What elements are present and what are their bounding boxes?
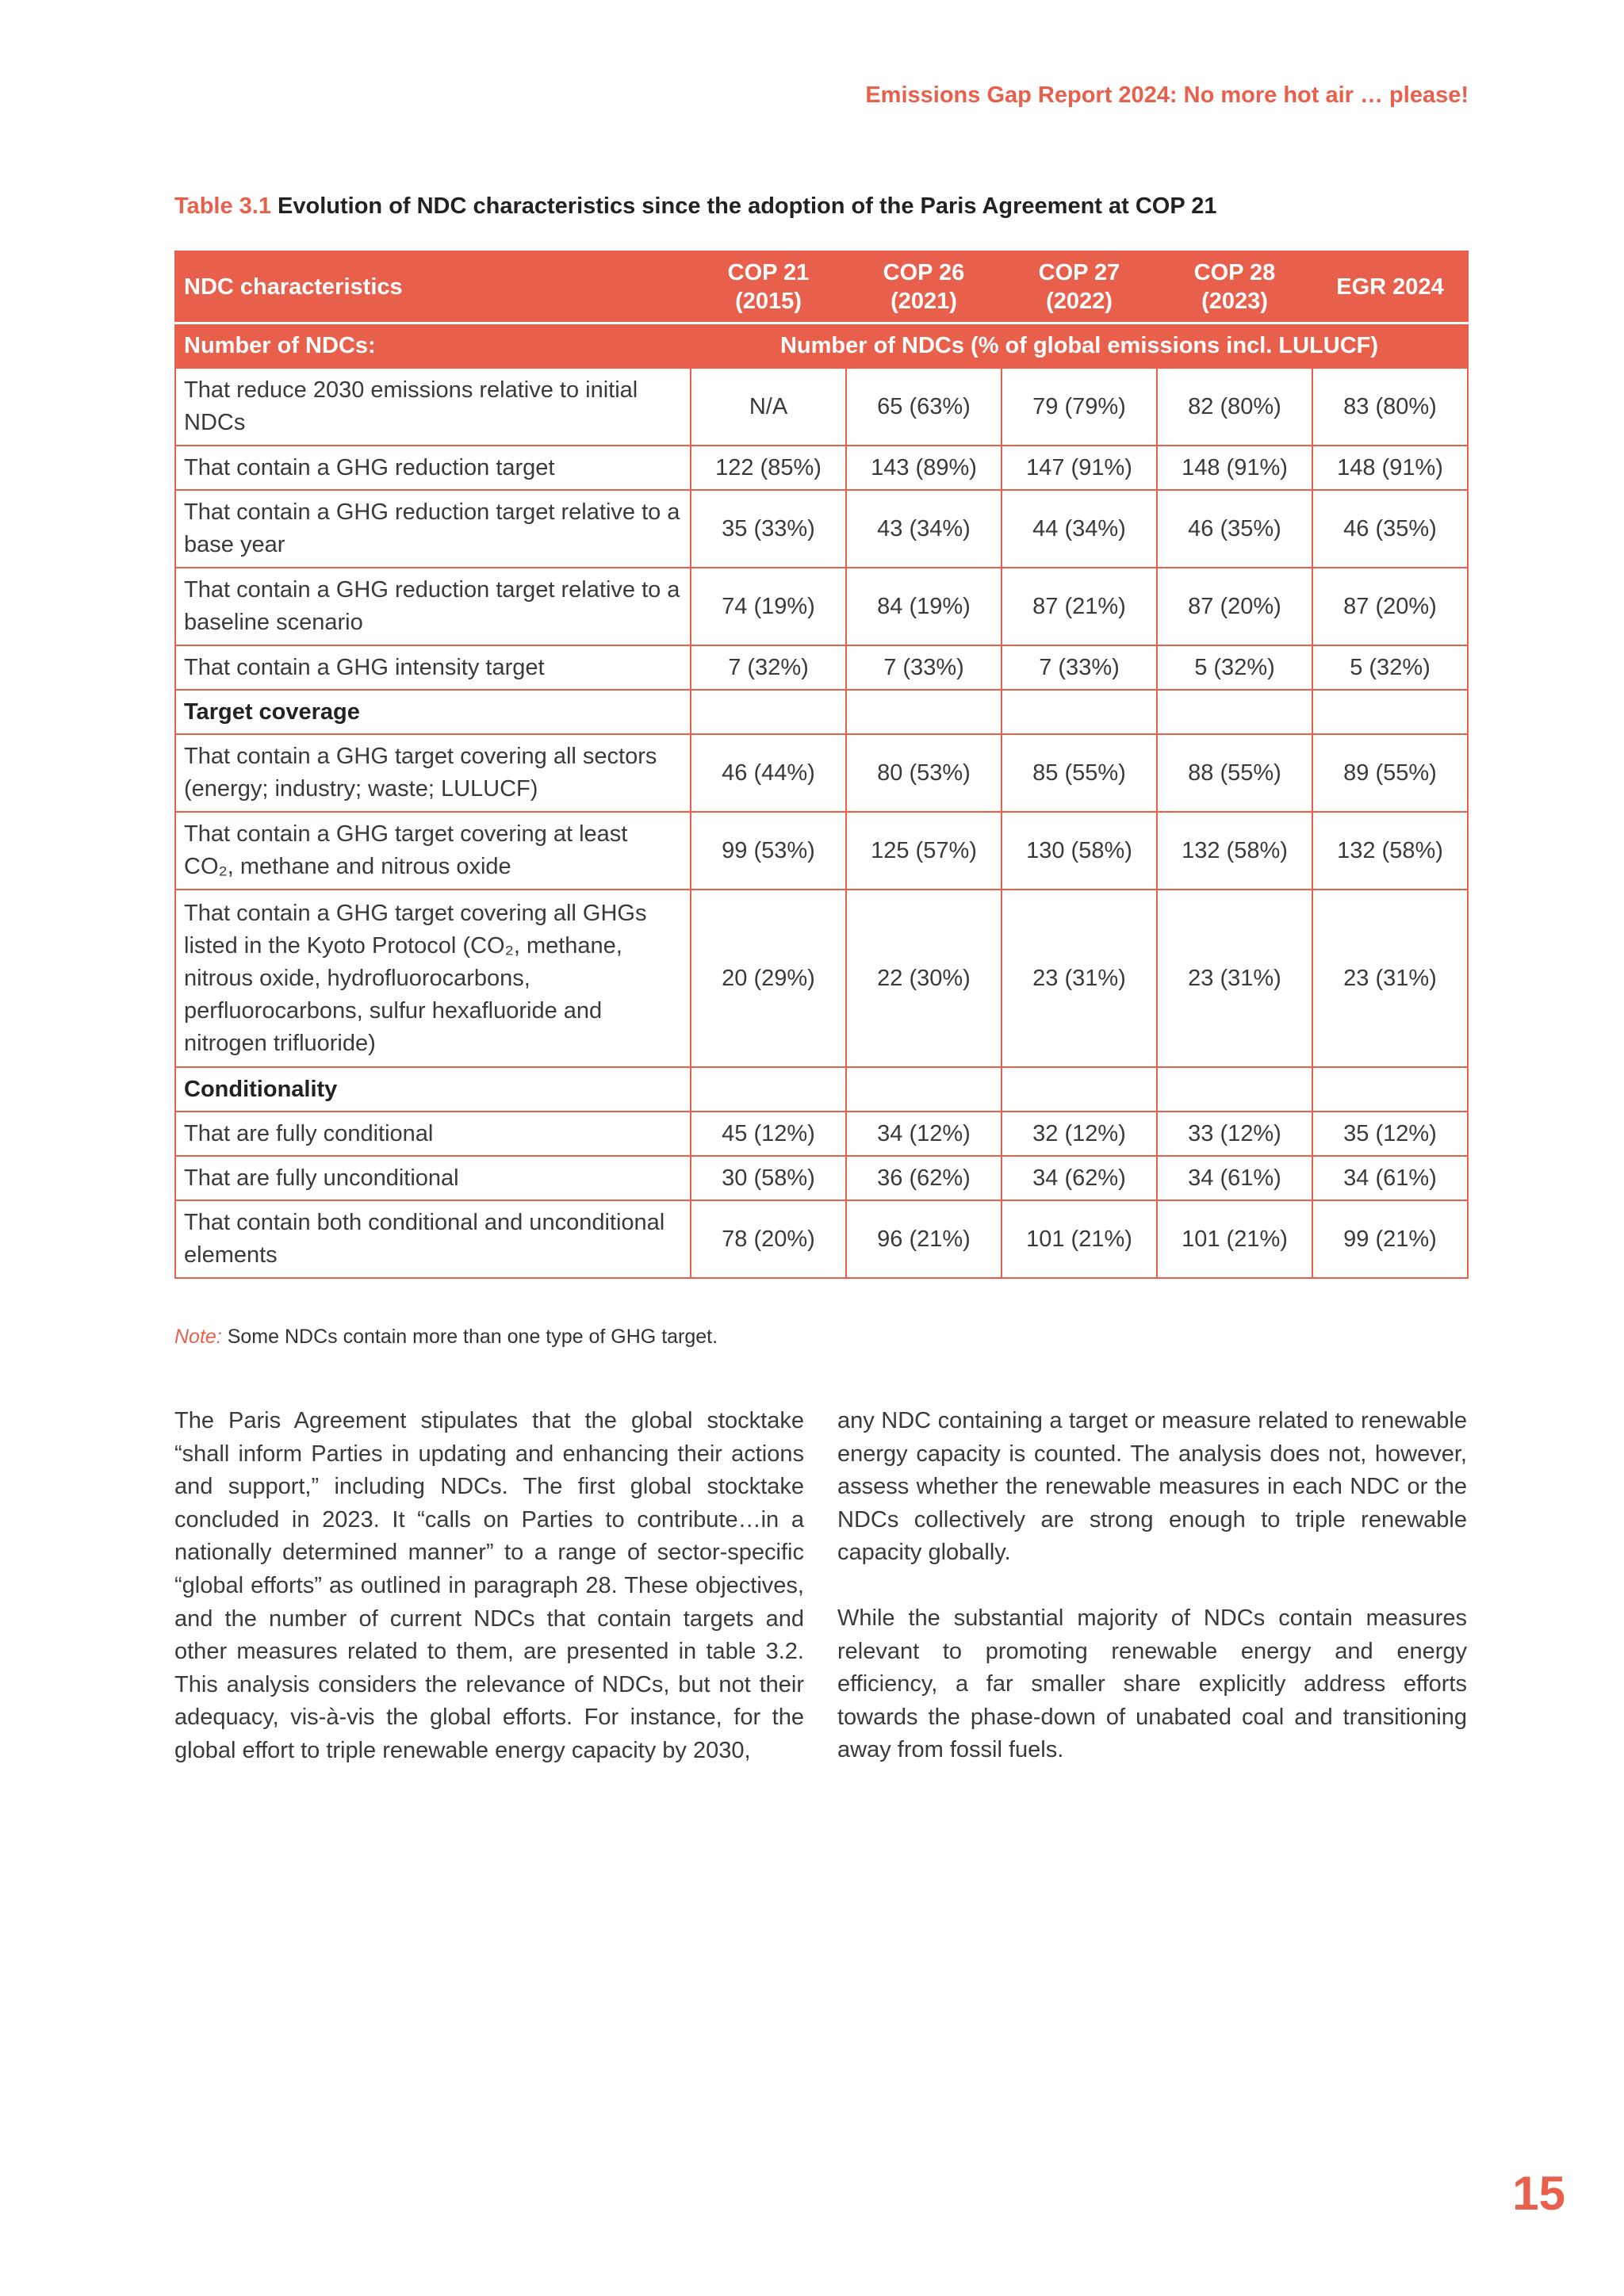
row-label: That are fully unconditional — [175, 1156, 691, 1200]
body-column-right — [837, 1405, 1467, 1800]
body-column-left — [174, 1405, 804, 1800]
cell-value: 122 (85%) — [691, 446, 846, 490]
cell-value: 87 (20%) — [1312, 568, 1468, 645]
section-label: Conditionality — [175, 1067, 691, 1112]
body-paragraph: While the substantial majority of NDCs contain measures relevant to promoting renewable energy and energy efficiency, a far smaller share explicitly address efforts towards the phase-down of unabated coal and transitioning away from fossil fuels. — [837, 1605, 1467, 1763]
cell-value: 148 (91%) — [1312, 446, 1468, 490]
cell-value: 96 (21%) — [846, 1200, 1002, 1278]
row-label: That contain a GHG reduction target relative to a base year — [175, 490, 691, 568]
ndc-characteristics-table — [174, 251, 1469, 1279]
row-label: That reduce 2030 emissions relative to initial NDCs — [175, 368, 691, 446]
cell-value: 7 (32%) — [691, 645, 846, 690]
row-label: That contain a GHG target covering all sectors (energy; industry; waste; LULUCF) — [175, 734, 691, 812]
cell-value: 99 (53%) — [691, 812, 846, 890]
empty-cell — [1157, 690, 1312, 734]
cell-value: 46 (35%) — [1312, 490, 1468, 568]
cell-value: 46 (35%) — [1157, 490, 1312, 568]
cell-value: 82 (80%) — [1157, 368, 1312, 446]
cell-value: N/A — [691, 368, 846, 446]
table-row — [175, 890, 1468, 1067]
cell-value: 44 (34%) — [1002, 490, 1157, 568]
cell-value: 34 (61%) — [1312, 1156, 1468, 1200]
table-row — [175, 645, 1468, 690]
cell-value: 36 (62%) — [846, 1156, 1002, 1200]
empty-cell — [1157, 1067, 1312, 1112]
cell-value: 99 (21%) — [1312, 1200, 1468, 1278]
row-label: That contain a GHG target covering all GHGs listed in the Kyoto Protocol (CO₂, methane, nitrous oxide, hydrofluorocarbons, perfluorocarbons, sulfur hexafluoride and nitrogen trifluoride) — [175, 890, 691, 1067]
table-title: Evolution of NDC characteristics since the adoption of the Paris Agreement at COP 21 — [278, 193, 1217, 219]
column-header-characteristics: NDC characteristics — [175, 251, 691, 323]
table-row — [175, 1156, 1468, 1200]
cell-value: 34 (62%) — [1002, 1156, 1157, 1200]
table-row — [175, 490, 1468, 568]
cell-value: 7 (33%) — [1002, 645, 1157, 690]
cell-value: 87 (20%) — [1157, 568, 1312, 645]
empty-cell — [691, 690, 846, 734]
note-label: Note: — [174, 1326, 222, 1348]
cell-value: 88 (55%) — [1157, 734, 1312, 812]
cell-value: 45 (12%) — [691, 1112, 846, 1156]
cell-value: 101 (21%) — [1002, 1200, 1157, 1278]
cell-value: 80 (53%) — [846, 734, 1002, 812]
cell-value: 5 (32%) — [1312, 645, 1468, 690]
table-caption — [174, 193, 1216, 220]
column-header-cop28: COP 28 (2023) — [1157, 251, 1312, 323]
cell-value: 85 (55%) — [1002, 734, 1157, 812]
cell-value: 7 (33%) — [846, 645, 1002, 690]
row-label: That contain a GHG reduction target relative to a baseline scenario — [175, 568, 691, 645]
cell-value: 5 (32%) — [1157, 645, 1312, 690]
empty-cell — [1312, 690, 1468, 734]
subheader-label: Number of NDCs: — [175, 323, 691, 369]
empty-cell — [691, 1067, 846, 1112]
column-header-cop27: COP 27 (2022) — [1002, 251, 1157, 323]
cell-value: 84 (19%) — [846, 568, 1002, 645]
row-label: That contain a GHG intensity target — [175, 645, 691, 690]
table-row — [175, 568, 1468, 645]
cell-value: 89 (55%) — [1312, 734, 1468, 812]
row-label: That contain both conditional and unconditional elements — [175, 1200, 691, 1278]
cell-value: 130 (58%) — [1002, 812, 1157, 890]
section-row-conditionality — [175, 1067, 1468, 1112]
column-header-egr2024: EGR 2024 — [1312, 251, 1468, 323]
cell-value: 148 (91%) — [1157, 446, 1312, 490]
empty-cell — [1312, 1067, 1468, 1112]
cell-value: 101 (21%) — [1157, 1200, 1312, 1278]
cell-value: 83 (80%) — [1312, 368, 1468, 446]
table-subheader-row — [175, 323, 1468, 369]
cell-value: 35 (33%) — [691, 490, 846, 568]
cell-value: 23 (31%) — [1157, 890, 1312, 1067]
table-note — [174, 1326, 718, 1349]
column-header-cop26: COP 26 (2021) — [846, 251, 1002, 323]
table-row — [175, 1200, 1468, 1278]
body-paragraph: The Paris Agreement stipulates that the global stocktake “shall inform Parties in updating and enhancing their actions and support,” including NDCs. The first global stocktake concluded in 2023. It “calls on Parties to contribute…in a nationally determined manner” to a range of sector-specific “global efforts” as outlined in paragraph 28. These objectives, and the number of current NDCs that contain targets and other measures related to them, are presented in table 3.2. This analysis considers the relevance of NDCs, but not their adequacy, vis-à-vis the global efforts. For instance, for the global effort to triple renewable energy capacity by 2030, — [174, 1408, 804, 1763]
running-header: Emissions Gap Report 2024: No more hot air … please! — [865, 82, 1469, 108]
body-paragraph: any NDC containing a target or measure related to renewable energy capacity is counted. The analysis does not, however, assess whether the renewable measures in each NDC or the NDCs collectively are strong enough to triple renewable capacity globally. — [837, 1408, 1467, 1566]
cell-value: 147 (91%) — [1002, 446, 1157, 490]
cell-value: 87 (21%) — [1002, 568, 1157, 645]
table-row — [175, 734, 1468, 812]
column-header-cop21: COP 21 (2015) — [691, 251, 846, 323]
cell-value: 23 (31%) — [1312, 890, 1468, 1067]
row-label: That contain a GHG reduction target — [175, 446, 691, 490]
cell-value: 32 (12%) — [1002, 1112, 1157, 1156]
cell-value: 74 (19%) — [691, 568, 846, 645]
table-header-row — [175, 251, 1468, 323]
cell-value: 143 (89%) — [846, 446, 1002, 490]
empty-cell — [1002, 1067, 1157, 1112]
cell-value: 132 (58%) — [1312, 812, 1468, 890]
section-label: Target coverage — [175, 690, 691, 734]
table-row — [175, 1112, 1468, 1156]
empty-cell — [846, 690, 1002, 734]
table-row — [175, 446, 1468, 490]
cell-value: 23 (31%) — [1002, 890, 1157, 1067]
table-label: Table 3.1 — [174, 193, 271, 219]
page-number: 15 — [1512, 2167, 1565, 2220]
cell-value: 79 (79%) — [1002, 368, 1157, 446]
table-row — [175, 368, 1468, 446]
cell-value: 34 (61%) — [1157, 1156, 1312, 1200]
cell-value: 46 (44%) — [691, 734, 846, 812]
row-label: That contain a GHG target covering at least CO₂, methane and nitrous oxide — [175, 812, 691, 890]
cell-value: 22 (30%) — [846, 890, 1002, 1067]
section-row-target-coverage — [175, 690, 1468, 734]
empty-cell — [1002, 690, 1157, 734]
row-label: That are fully conditional — [175, 1112, 691, 1156]
empty-cell — [846, 1067, 1002, 1112]
cell-value: 33 (12%) — [1157, 1112, 1312, 1156]
cell-value: 20 (29%) — [691, 890, 846, 1067]
subheader-span: Number of NDCs (% of global emissions incl. LULUCF) — [691, 323, 1468, 369]
note-text: Some NDCs contain more than one type of GHG target. — [227, 1326, 718, 1348]
cell-value: 65 (63%) — [846, 368, 1002, 446]
cell-value: 34 (12%) — [846, 1112, 1002, 1156]
cell-value: 125 (57%) — [846, 812, 1002, 890]
cell-value: 132 (58%) — [1157, 812, 1312, 890]
cell-value: 43 (34%) — [846, 490, 1002, 568]
cell-value: 78 (20%) — [691, 1200, 846, 1278]
cell-value: 35 (12%) — [1312, 1112, 1468, 1156]
table-row — [175, 812, 1468, 890]
cell-value: 30 (58%) — [691, 1156, 846, 1200]
